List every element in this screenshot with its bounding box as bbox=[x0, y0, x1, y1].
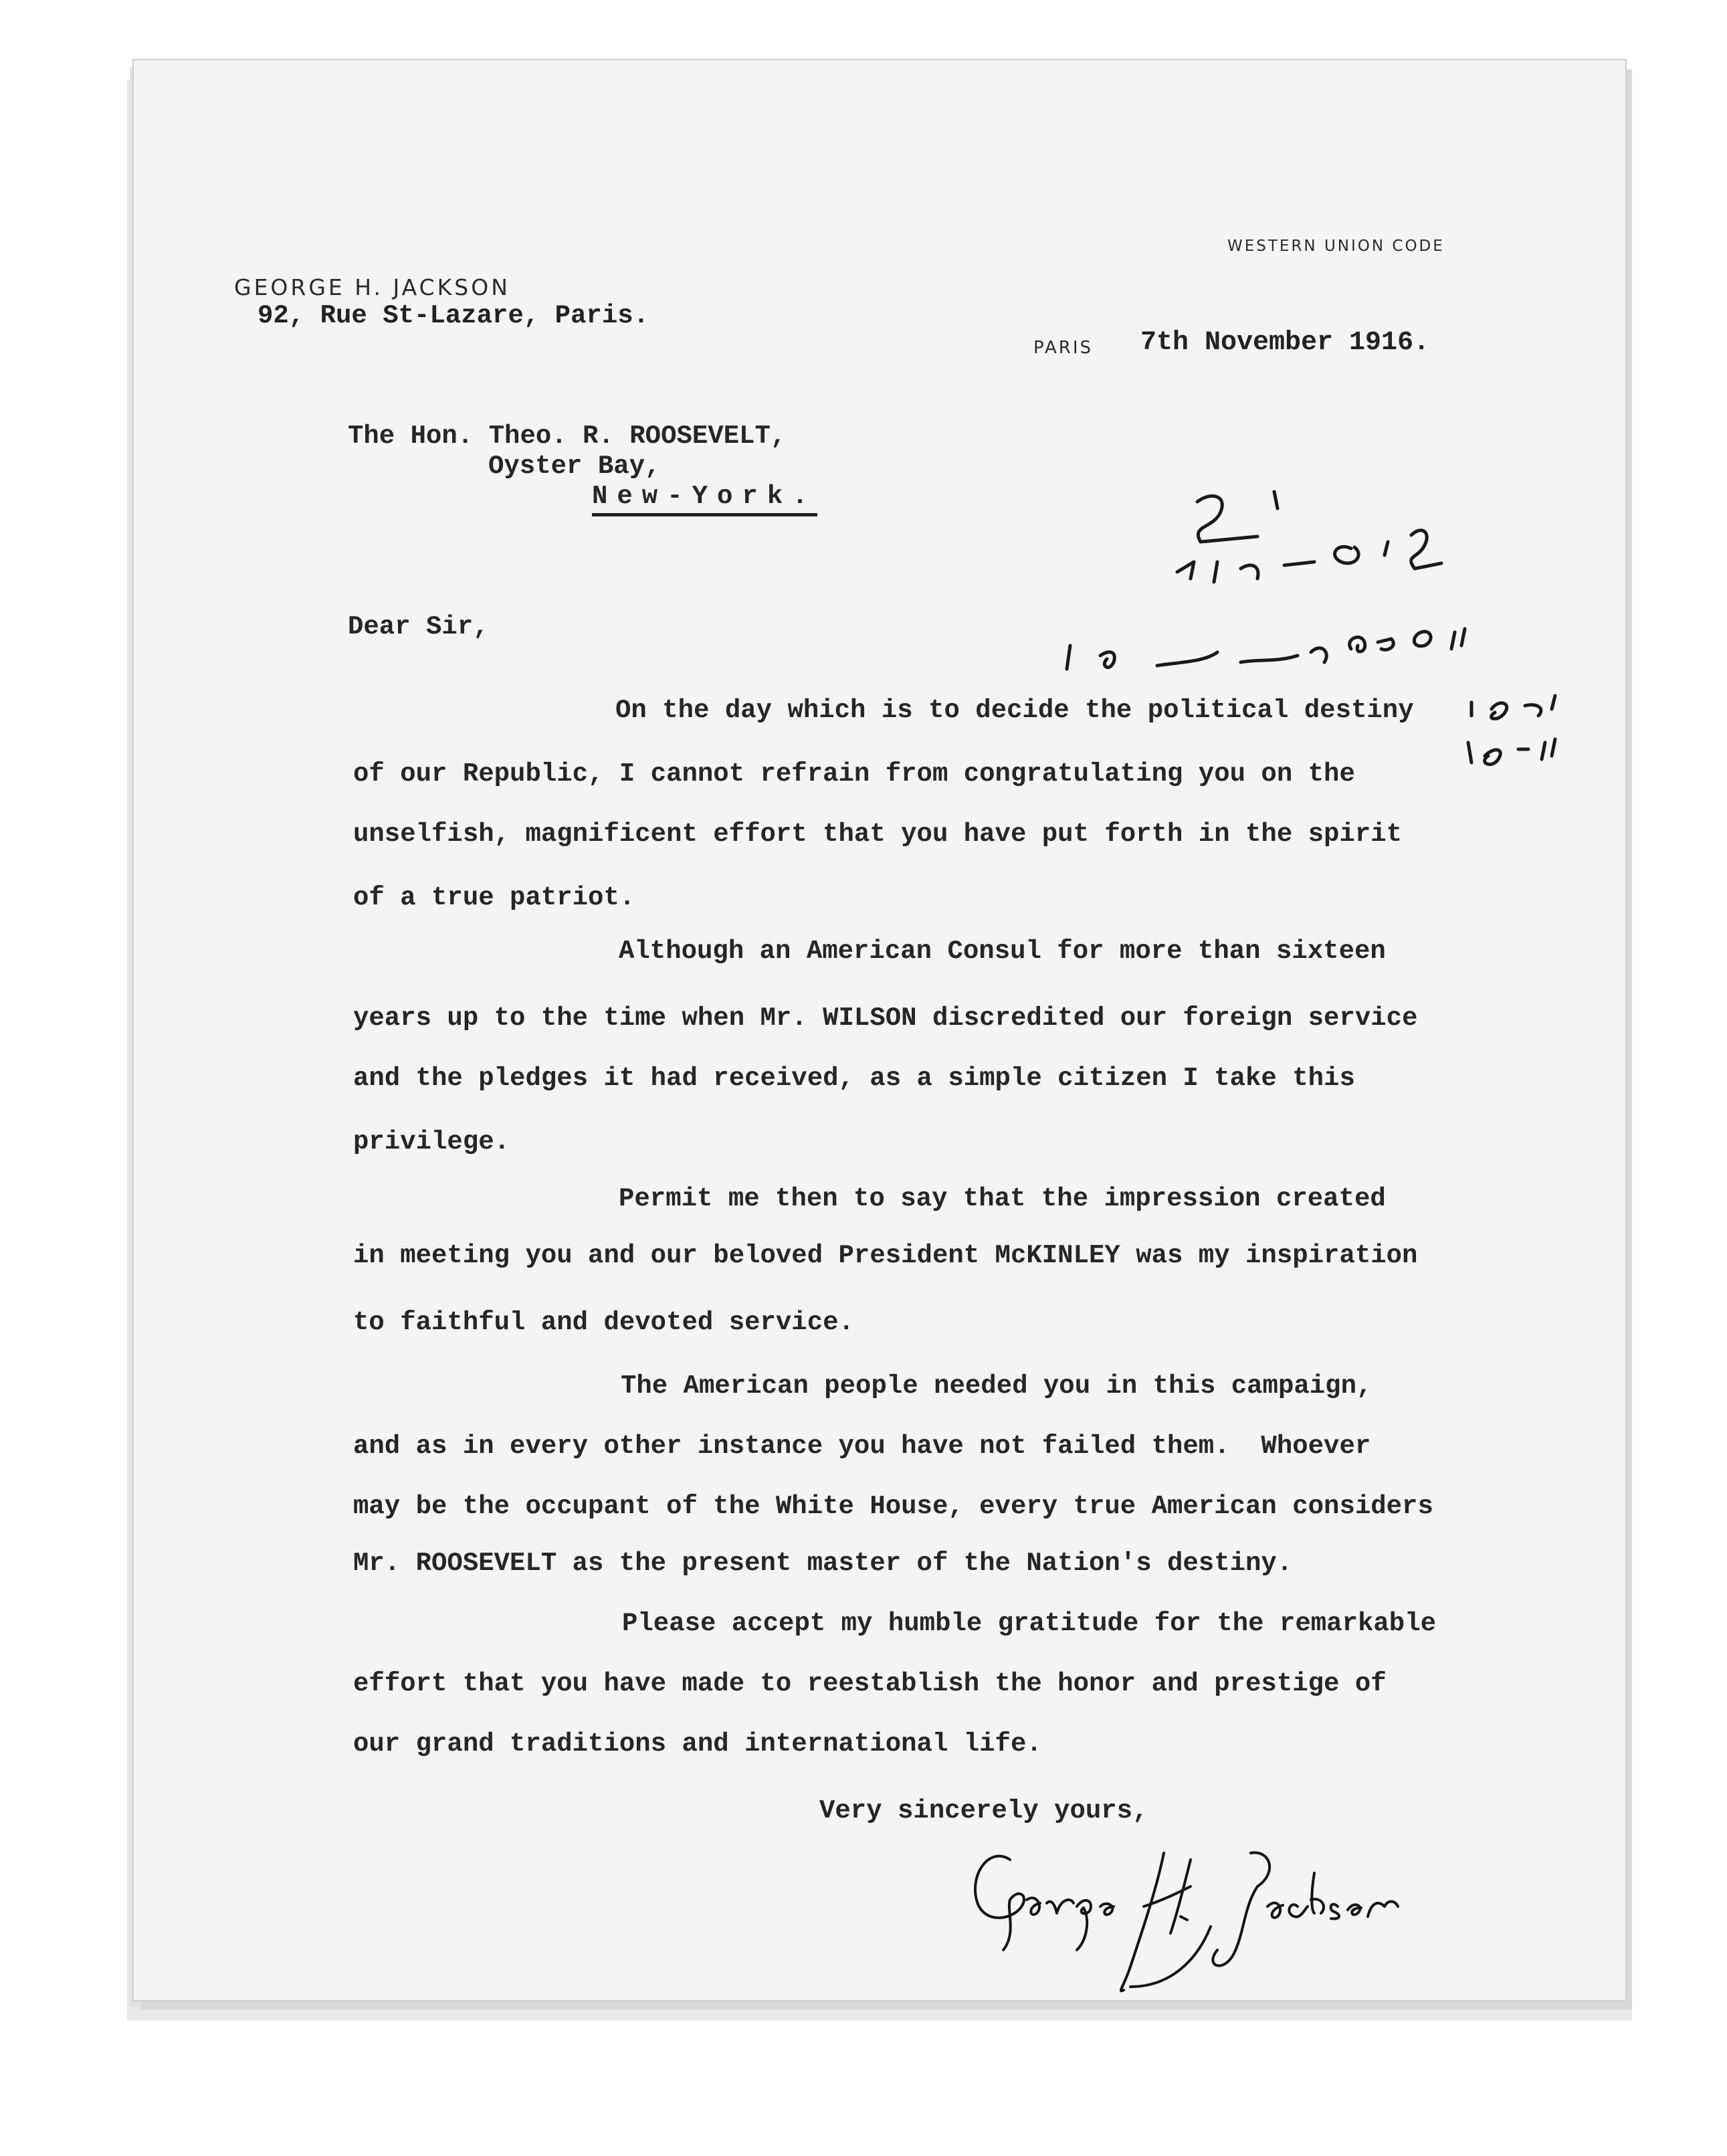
telegraph-code-label: WESTERN UNION CODE bbox=[1227, 237, 1445, 255]
date-city: PARIS bbox=[1033, 338, 1094, 358]
body-line: Permit me then to say that the impression created bbox=[619, 1184, 1386, 1213]
body-line: of our Republic, I cannot refrain from congratulating you on the bbox=[353, 759, 1355, 789]
handwritten-signature bbox=[963, 1833, 1418, 2007]
body-line: may be the occupant of the White House, every true American considers bbox=[353, 1492, 1433, 1521]
body-line: and as in every other instance you have not failed them. Whoever bbox=[353, 1432, 1371, 1461]
recipient-line-3: New-York. bbox=[592, 482, 817, 516]
body-line: of a true patriot. bbox=[353, 883, 635, 912]
body-line: privilege. bbox=[353, 1127, 510, 1157]
body-line: Please accept my humble gratitude for the remarkable bbox=[622, 1609, 1436, 1638]
body-line: years up to the time when Mr. WILSON discredited our foreign service bbox=[353, 1003, 1418, 1033]
recipient-line-2: Oyster Bay, bbox=[488, 452, 661, 481]
body-line: On the day which is to decide the political destiny bbox=[615, 696, 1414, 725]
body-line: and the pledges it had received, as a simple citizen I take this bbox=[353, 1064, 1355, 1093]
letterhead-address: 92, Rue St-Lazare, Paris. bbox=[258, 301, 649, 330]
body-line: Mr. ROOSEVELT as the present master of the Nation's destiny. bbox=[353, 1549, 1293, 1578]
body-line: to faithful and devoted service. bbox=[353, 1308, 854, 1337]
letterhead-name: GEORGE H. JACKSON bbox=[234, 274, 510, 300]
recipient-line-1: The Hon. Theo. R. ROOSEVELT, bbox=[348, 421, 787, 451]
body-line: Although an American Consul for more than sixteen bbox=[619, 937, 1386, 966]
body-line: unselfish, magnificent effort that you have put forth in the spirit bbox=[353, 819, 1403, 849]
body-line: effort that you have made to reestablish the honor and prestige of bbox=[353, 1669, 1387, 1698]
closing: Very sincerely yours, bbox=[819, 1796, 1148, 1826]
salutation: Dear Sir, bbox=[348, 612, 489, 642]
letter-date: 7th November 1916. bbox=[1140, 328, 1430, 358]
body-line: in meeting you and our beloved President McKINLEY was my inspiration bbox=[353, 1241, 1418, 1270]
body-line: The American people needed you in this campaign, bbox=[621, 1371, 1373, 1401]
handwritten-shorthand-notes bbox=[1057, 462, 1592, 823]
body-line: our grand traditions and international life. bbox=[353, 1729, 1042, 1759]
